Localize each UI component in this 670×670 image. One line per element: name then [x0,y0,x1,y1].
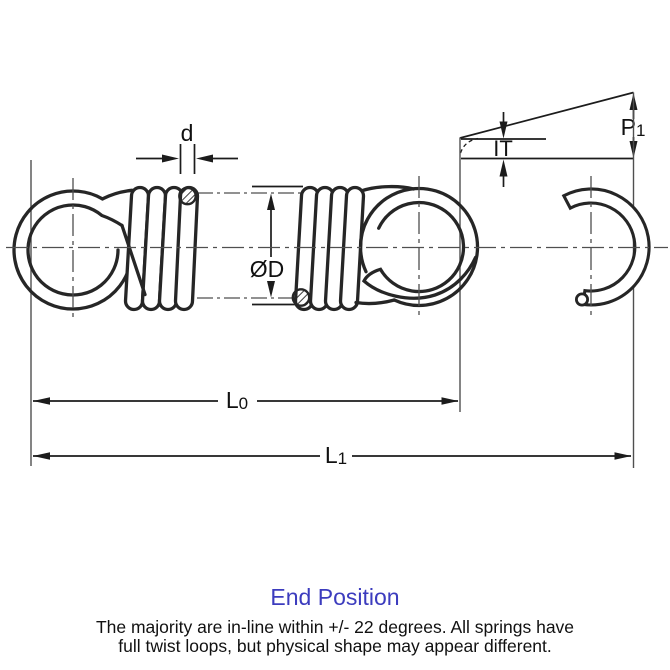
right-hook-inner-arc-and-transition [364,203,476,299]
l1-left-arrowhead-icon [33,452,50,460]
od-bottom-arrowhead-icon [267,281,275,298]
coil-wrap [176,188,198,310]
dimension-wire-diameter [136,120,238,174]
d-witness-ticks [181,144,195,174]
l0-label-sub: 0 [238,394,249,413]
it-transition-dashed-arc [461,139,479,154]
left-hook-top-connector [103,190,133,199]
l0-right-arrowhead-icon [442,397,459,405]
dimension-free-length [33,387,459,413]
l1-label-main: L [324,442,338,468]
l0-left-arrowhead-icon [33,397,50,405]
l0-label [226,387,248,413]
wire-cross-section [179,188,195,204]
wire-cross-section [293,289,309,305]
p1-slope-line [460,93,634,139]
left-spring-end [14,188,197,310]
d-label: d [180,120,194,146]
right-hook-bottom-wire [356,300,394,304]
left-hook-inner-arc [28,205,122,295]
wire-end-cap [576,294,587,305]
p1-label-main: P [620,114,636,140]
od-label: ØD [249,256,285,282]
caption-notes [0,618,670,656]
dimension-initial-tension [461,112,634,187]
p1-label-sub: 1 [635,121,646,140]
d-left-arrowhead-icon [162,155,179,163]
caption-title: End Position [270,584,400,610]
it-up-arrowhead-icon [500,160,508,177]
caption-note-line: full twist loops, but physical shape may appear different. [118,636,552,656]
body-break-tangent-lines [197,193,310,298]
dimension-load-p1 [460,93,645,159]
l0-label-main: L [225,387,239,413]
l1-right-arrowhead-icon [615,452,632,460]
dimension-extended-length [33,442,632,468]
od-top-arrowhead-icon [267,194,275,211]
it-label: IT [493,136,513,161]
l1-label-sub: 1 [337,449,348,468]
l1-label [325,442,347,468]
d-right-arrowhead-icon [196,155,213,163]
caption-note-line: The majority are in-line within +/- 22 degrees. All springs have [95,617,575,637]
